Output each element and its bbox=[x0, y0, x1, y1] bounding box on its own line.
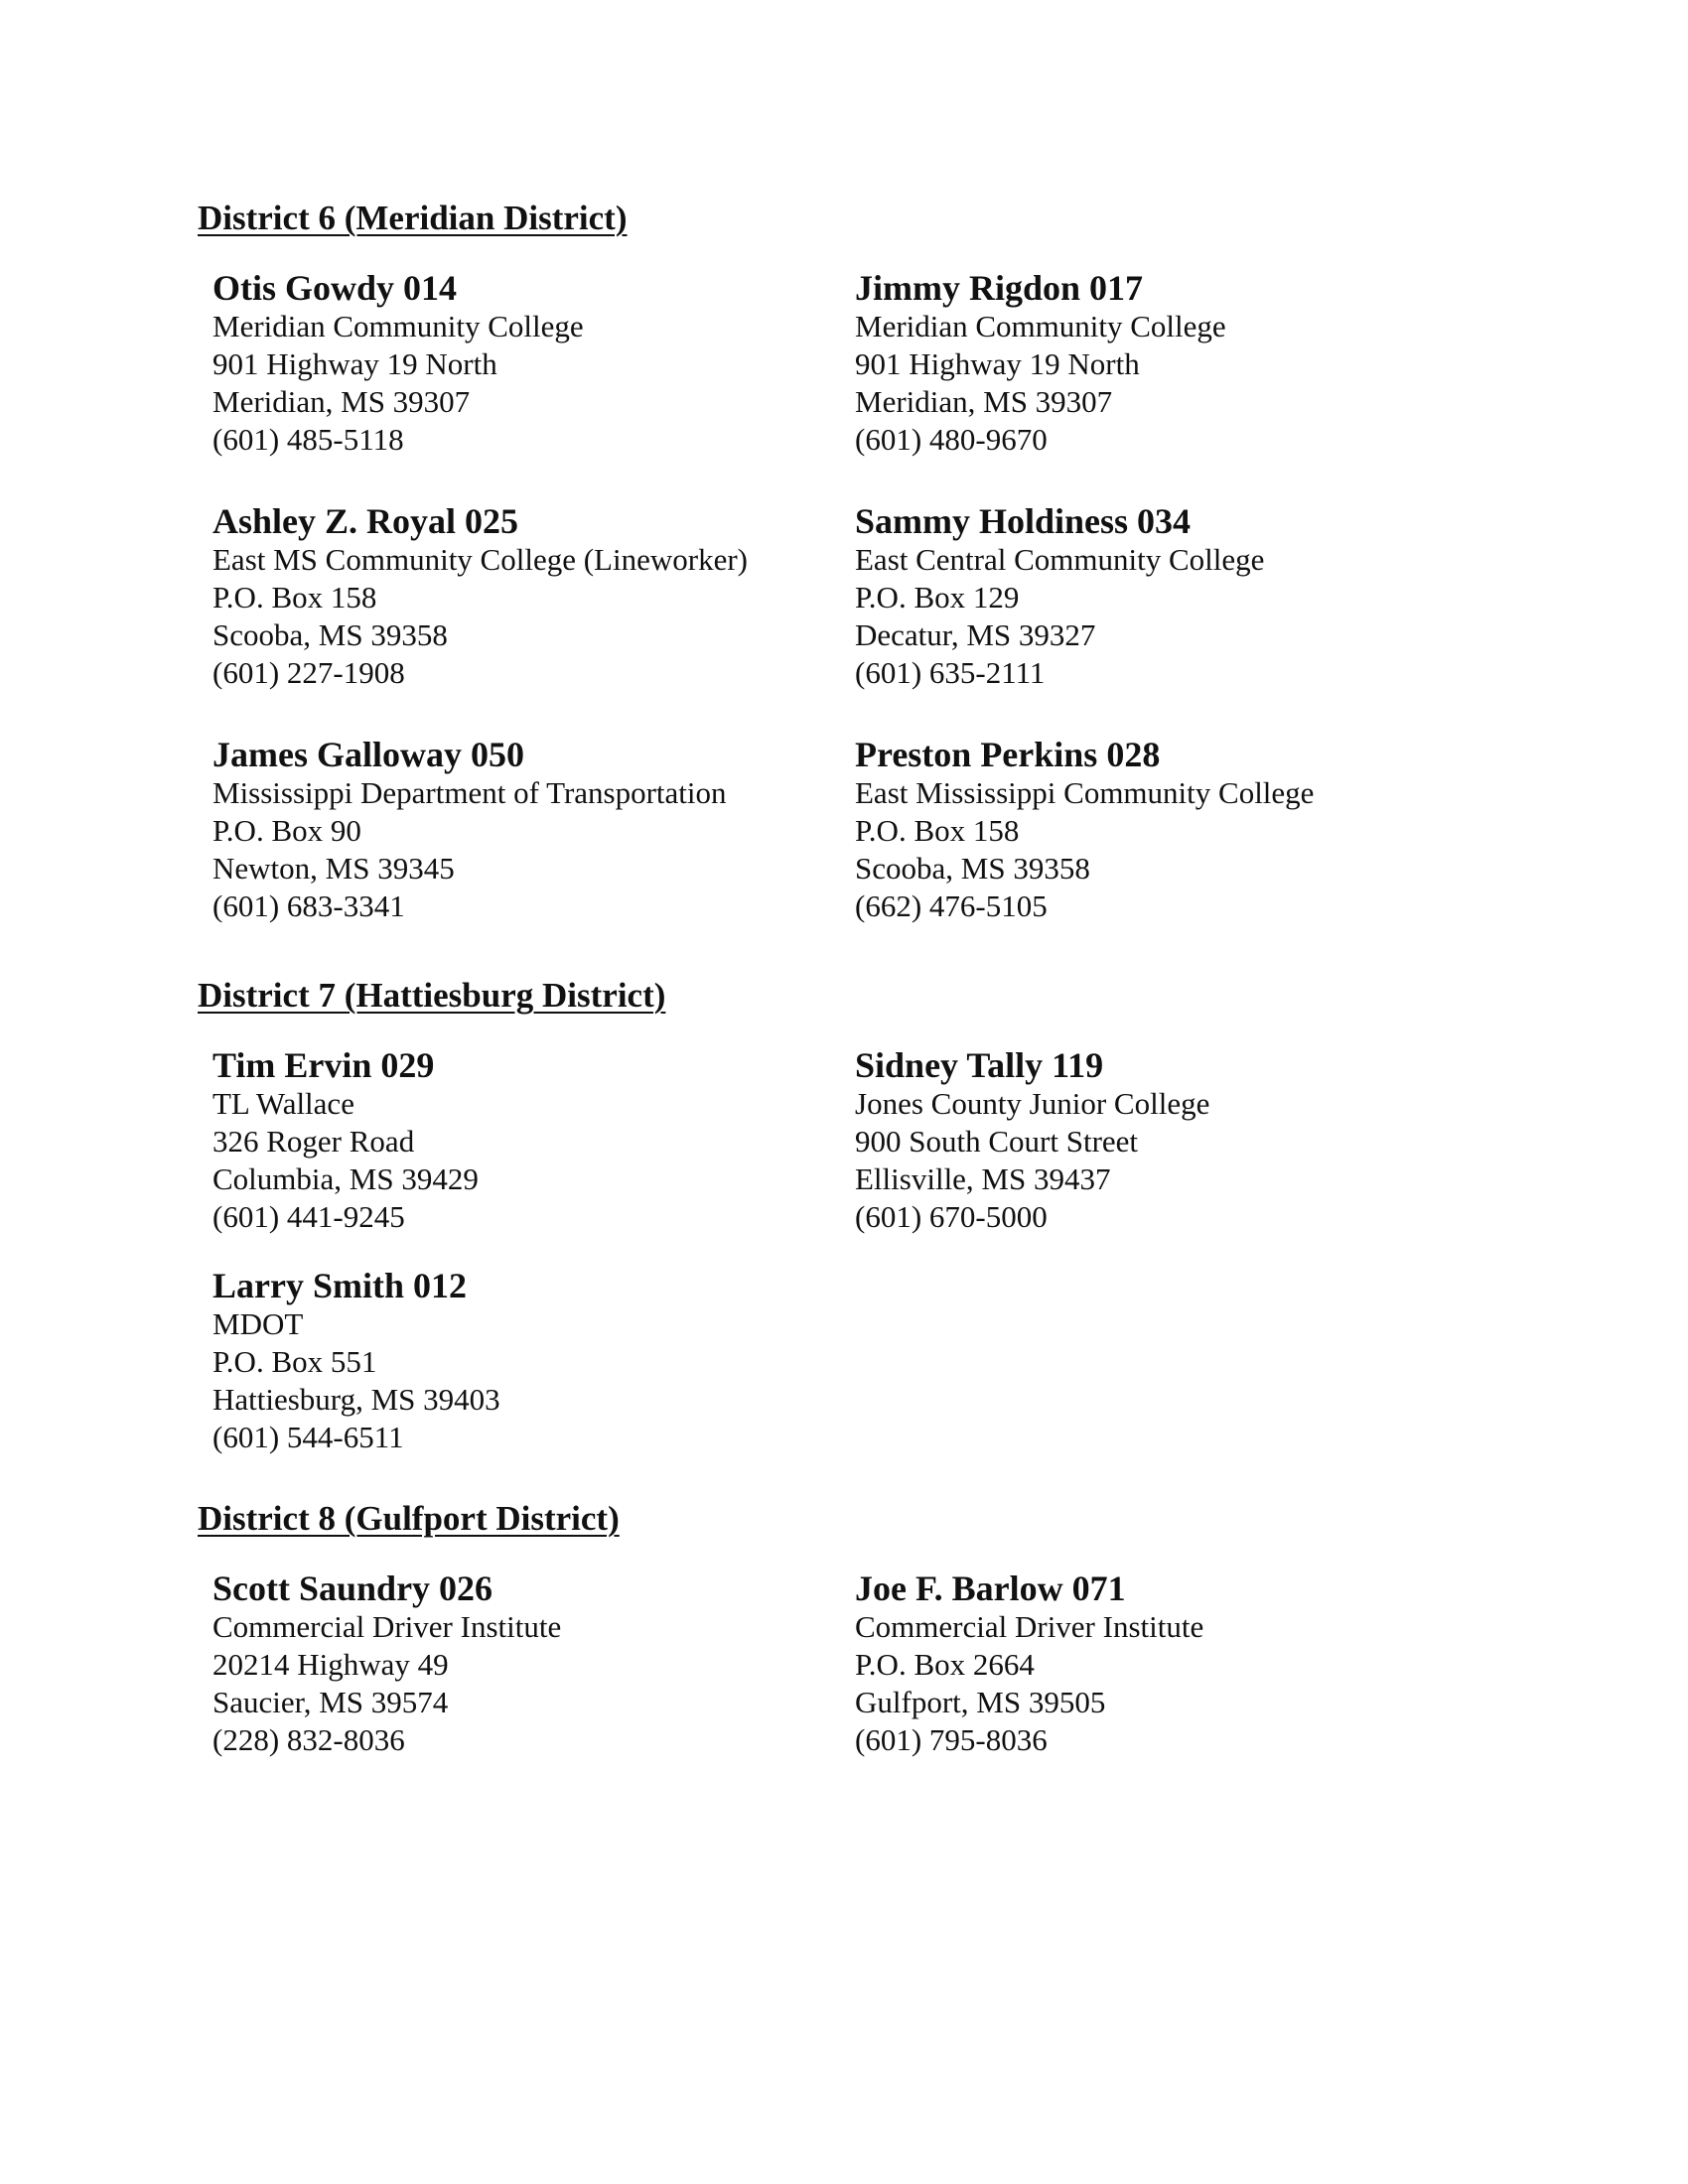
contact-city: Meridian, MS 39307 bbox=[212, 384, 471, 419]
contact-phone: (601) 441-9245 bbox=[212, 1199, 405, 1234]
contact-city: Scooba, MS 39358 bbox=[855, 851, 1090, 886]
contact-city: Decatur, MS 39327 bbox=[855, 617, 1096, 652]
contact-organization: Commercial Driver Institute bbox=[212, 1609, 562, 1644]
contact-entry bbox=[855, 1045, 1490, 1236]
contact-address: 900 South Court Street bbox=[855, 1124, 1139, 1159]
contact-entry bbox=[855, 1569, 1490, 1759]
contact-name: Scott Saundry 026 bbox=[212, 1569, 493, 1608]
contact-organization: MDOT bbox=[212, 1306, 304, 1341]
contact-phone: (601) 795-8036 bbox=[855, 1722, 1048, 1757]
contact-city: Newton, MS 39345 bbox=[212, 851, 455, 886]
contact-entry bbox=[855, 501, 1490, 692]
contact-phone: (601) 485-5118 bbox=[212, 422, 404, 457]
contact-city: Ellisville, MS 39437 bbox=[855, 1161, 1111, 1196]
contact-organization: East Mississippi Community College bbox=[855, 775, 1315, 810]
contact-city: Gulfport, MS 39505 bbox=[855, 1685, 1106, 1719]
contact-address: P.O. Box 2664 bbox=[855, 1647, 1035, 1682]
contact-entry bbox=[212, 1266, 848, 1456]
contact-organization: TL Wallace bbox=[212, 1086, 354, 1121]
contact-address: P.O. Box 90 bbox=[212, 813, 361, 848]
contact-name: Preston Perkins 028 bbox=[855, 735, 1161, 774]
contact-address: 901 Highway 19 North bbox=[855, 346, 1140, 381]
contact-name: Otis Gowdy 014 bbox=[212, 268, 458, 308]
contact-phone: (601) 544-6511 bbox=[212, 1420, 404, 1454]
contact-name: Joe F. Barlow 071 bbox=[855, 1569, 1126, 1608]
contact-entry bbox=[855, 268, 1490, 459]
contact-phone: (601) 635-2111 bbox=[855, 655, 1046, 690]
contact-name: Ashley Z. Royal 025 bbox=[212, 501, 519, 541]
contact-name: Tim Ervin 029 bbox=[212, 1045, 435, 1085]
contact-name: Jimmy Rigdon 017 bbox=[855, 268, 1144, 308]
contact-organization: East MS Community College (Lineworker) bbox=[212, 542, 748, 577]
contact-phone: (662) 476-5105 bbox=[855, 888, 1048, 923]
contact-city: Scooba, MS 39358 bbox=[212, 617, 448, 652]
contact-name: Sidney Tally 119 bbox=[855, 1045, 1104, 1085]
contact-address: P.O. Box 129 bbox=[855, 580, 1020, 614]
contact-phone: (601) 670-5000 bbox=[855, 1199, 1048, 1234]
contact-entry bbox=[855, 735, 1490, 925]
contact-phone: (601) 480-9670 bbox=[855, 422, 1048, 457]
contact-entry bbox=[212, 268, 848, 459]
contact-phone: (601) 683-3341 bbox=[212, 888, 405, 923]
contact-name: Sammy Holdiness 034 bbox=[855, 501, 1192, 541]
contact-entry bbox=[212, 1569, 848, 1759]
district-heading: District 8 (Gulfport District) bbox=[198, 1499, 620, 1538]
contact-entry bbox=[212, 501, 848, 692]
contact-address: P.O. Box 158 bbox=[212, 580, 377, 614]
contact-address: 326 Roger Road bbox=[212, 1124, 415, 1159]
contact-organization: Commercial Driver Institute bbox=[855, 1609, 1204, 1644]
district-heading: District 7 (Hattiesburg District) bbox=[198, 976, 666, 1015]
contact-organization: Meridian Community College bbox=[855, 309, 1226, 343]
contact-phone: (228) 832-8036 bbox=[212, 1722, 405, 1757]
contact-organization: Meridian Community College bbox=[212, 309, 584, 343]
contact-address: 20214 Highway 49 bbox=[212, 1647, 449, 1682]
contact-phone: (601) 227-1908 bbox=[212, 655, 405, 690]
contact-organization: Mississippi Department of Transportation bbox=[212, 775, 727, 810]
contact-city: Columbia, MS 39429 bbox=[212, 1161, 479, 1196]
contact-name: James Galloway 050 bbox=[212, 735, 524, 774]
contact-city: Hattiesburg, MS 39403 bbox=[212, 1382, 500, 1417]
contact-city: Meridian, MS 39307 bbox=[855, 384, 1113, 419]
contact-name: Larry Smith 012 bbox=[212, 1266, 467, 1305]
contact-entry bbox=[212, 735, 848, 925]
district-heading: District 6 (Meridian District) bbox=[198, 199, 628, 237]
contact-address: P.O. Box 551 bbox=[212, 1344, 377, 1379]
contact-organization: Jones County Junior College bbox=[855, 1086, 1210, 1121]
contact-address: P.O. Box 158 bbox=[855, 813, 1020, 848]
contact-city: Saucier, MS 39574 bbox=[212, 1685, 449, 1719]
contact-address: 901 Highway 19 North bbox=[212, 346, 497, 381]
contact-organization: East Central Community College bbox=[855, 542, 1265, 577]
contact-entry bbox=[212, 1045, 848, 1236]
